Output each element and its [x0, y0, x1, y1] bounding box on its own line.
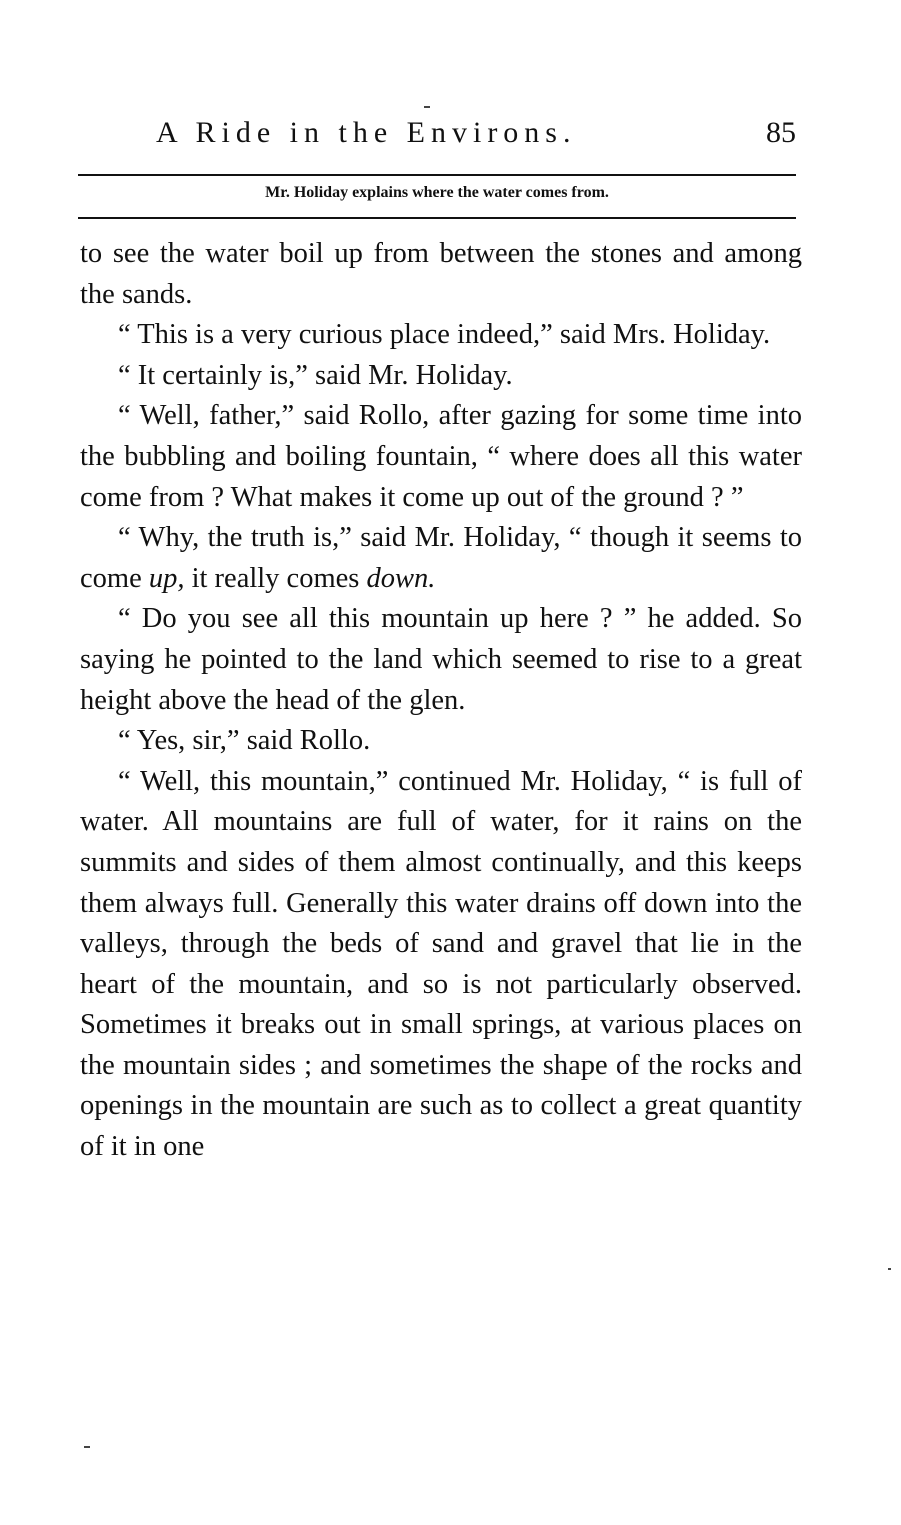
header-rule-top [78, 174, 796, 176]
section-caption: Mr. Holiday explains where the water comes from. [265, 184, 609, 201]
running-head-title: A Ride in the Environs. [156, 116, 577, 149]
print-mark [84, 1446, 90, 1448]
paragraph: “ It certainly is,” said Mr. Holiday. [118, 359, 513, 391]
header-rule-bottom [78, 217, 796, 219]
paragraph: “ Do you see all this mountain up here ? ” he added. So saying he pointed to the land which seemed to rise to a great height above the head of the glen. [80, 603, 802, 716]
paragraph: “ Well, this mountain,” continued Mr. Holiday, “ is full of water. All mountains are full of water, for it rains on the summits and sides of them almost continually, and this keeps them always full. Generally this water drains off down into the valleys, through the beds of sand and gravel that lie in the heart of the mountain, and so is not particularly observed. Sometimes it breaks out in small springs, at various places on the mountain sides ; and sometimes the shape of the rocks and openings in the mountain are such as to collect a great quantity of it in one [80, 765, 802, 1163]
italic-word: down. [366, 562, 436, 594]
paragraph [80, 518, 802, 599]
body-text [80, 234, 802, 1168]
paragraph-text: it really comes [184, 562, 367, 594]
running-head [78, 116, 796, 156]
paragraph: “ This is a very curious place indeed,” said Mrs. Holiday. [118, 319, 771, 351]
print-mark [888, 1268, 891, 1270]
paragraph-text: “ Why, the truth is,” said Mr. Holiday, “ though it seems to come [80, 522, 802, 594]
paragraph: “ Well, father,” said Rollo, after gazing for some time into the bubbling and boiling fountain, “ where does all this water come from ? What makes it come up out of the ground ? ” [80, 400, 802, 513]
paragraph: to see the water boil up from between the stones and among the sands. [80, 238, 802, 310]
print-mark [424, 106, 430, 108]
italic-word: up, [148, 562, 185, 594]
paragraph: “ Yes, sir,” said Rollo. [118, 725, 371, 757]
page-number: 85 [766, 116, 796, 149]
